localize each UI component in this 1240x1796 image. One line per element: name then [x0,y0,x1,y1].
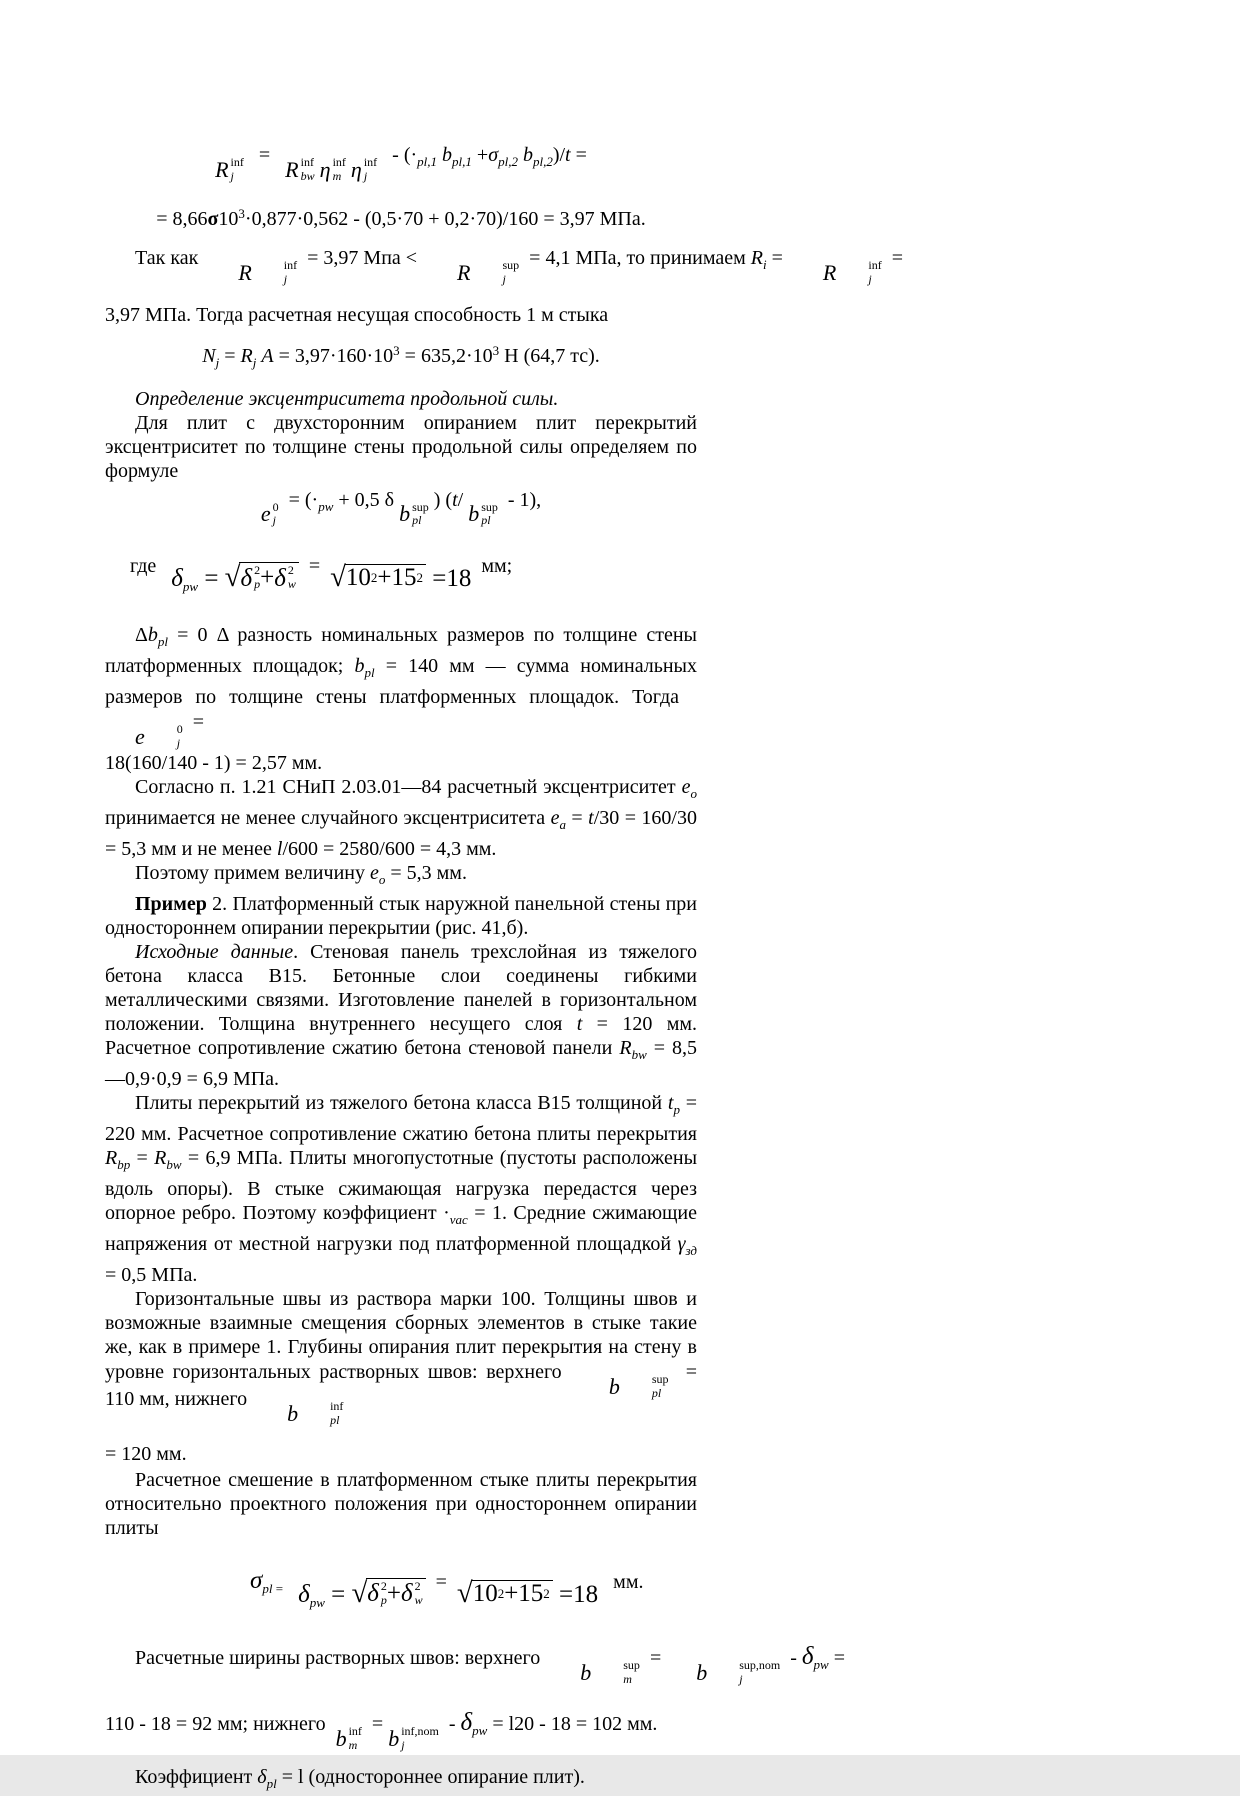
paragraph-poetomu-eo: Поэтому примем величину $e_o = 5,3$ мм. [135,861,467,887]
text-column [105,142,903,1796]
line-bearing-capacity-intro: 3,97 МПа. Тогда расчетная несущая способность 1 м стыка [105,303,609,326]
line-ej0-result: 18(160/140 - 1) = 2,57 мм. [105,751,323,774]
paragraph-iskhodnye-dannye: Исходные данные. Стеновая панель трехслойная из тяжелого бетона класса В15. Бетонные слои соединены гибкими металлическими связями. Изготовление панелей в горизонтальном положении. Толщина внутреннего несущего слоя t = 120 мм. Расчетное сопротивление сжатию бетона стеновой панели $R_{bw}$ = 8,5—0,9·0,9 = 6,9 МПа. [105,940,698,1090]
line-raschetnye-shiriny-lower: 110 - 18 = 92 мм; нижнего b inf m = b inf,nom j - $\delta_{pw} = l20 - 18 = 102$ мм. [105,1708,658,1752]
paragraph-delta-bpl: $\Delta b_{pl} = 0$ Δ разность номинальных размеров по толщине стены платформенных площадок; $b_{pl} = 140$ мм — сумма номинальных размеров по толщине стены платформенных площадок. Тогда e 0 j = [105,624,697,750]
formula-ej0: e 0 j = ($\cdot_{pw} + 0,5$ δ b sup pl ) (t/ b sup pl - 1), [260,488,542,528]
paragraph-plity-perekrytiy: Плиты перекрытий из тяжелого бетона класса В15 толщиной $t_p = 220$ мм. Расчетное сопротивление сжатию бетона плиты перекрытия $R_{bp} = R_{bw} = 6,9$ МПа. Плиты многопустотные (пустоты расположены вдоль опоры). В стыке сжимающая нагрузка передастся через опорное ребро. Поэтому коэффициент $\cdot_{vac} = 1$. Средние сжимающие напряжения от местной нагрузки под платформенной площадкой $\gamma_{зд} = 0,5$ МПа. [105,1091,698,1286]
formula-rj-inf-evaluation: = $8,66\sigma 10^3\cdot 0,877\cdot 0,562 - (0,5\cdot 70 + 0,2\cdot 70)/160 = 3,97$ МПа. [156,205,646,230]
heading-eccentricity-determination: Определение эксцентриситета продольной силы. [135,387,559,410]
paragraph-primer-2: Пример 2. Платформенный стык наружной панельной стены при одностороннем опирании перекрытии (рис. 41,б). [105,892,697,939]
line-120mm: = 120 мм. [105,1442,187,1465]
line-tak-kak-comparison: Так как R inf j = 3,97 Мпа < R sup j = 4,1 МПа, то принимаем $R_i$ = R inf j = [135,246,903,286]
line-raschetnye-shiriny-upper: Расчетные ширины растворных швов: верхнего b sup m = b sup,nom j - $\delta_{pw}$ = [135,1642,845,1686]
paragraph-gorizontalnye-shvy: Горизонтальные швы из раствора марки 100. Толщины швов и возможные взаимные смещения сборных элементов в стыке такие же, как в примере 1. Глубины опирания плит перекрытия на стену в уровне горизонтальных растворных швов: верхнего b sup pl = 110 мм, нижнего b inf pl [105,1287,698,1428]
formula-rj-inf-definition: R inf j = R inf bw η inf m η inf j - ($\cdot_{pl,1}$ $b_{pl,1} +\sigma_{pl,2}$ $b_{pl,2})/t$ = [215,143,587,183]
paragraph-koefficient-delta-pl: Коэффициент $\delta_{pl} = l$ (одностороннее опирание плит). [135,1765,585,1791]
paragraph-raschetnoe-smeshenie: Расчетное смешение в платформенном стыке плиты перекрытия относительно проектного положения при одностороннем опирании плиты [105,1468,697,1539]
formula-nj-result: $N_j = R_j$ $A = 3,97\cdot 160\cdot 10^3 = 635,2\cdot 10^3$ Н (64,7 тс). [202,342,600,370]
formula-sigma-pl-delta-pw: $\sigma_{pl}$ $_=$ $\delta_{pw}$ = √ δ 2 p + δ 2 w = √ 10 2 +15 2 =18 мм. [250,1566,644,1610]
paragraph-soglasno-snip: Согласно п. 1.21 СНиП 2.03.01—84 расчетный эксцентриситет $e_o$ принимается не менее случайного эксцентриситета $e_a = t/30 = 160/30 = 5,3$ мм и не менее l/600 = 2580/600 = 4,3 мм. [105,775,697,860]
formula-delta-pw-sqrt: где $\delta_{pw}$ = √ δ 2 p + δ 2 w = √ 10 2 +15 2 =18 мм; [130,555,513,595]
paragraph-dlya-plit: Для плит с двухсторонним опиранием плит перекрытий эксцентриситет по толщине стены продольной силы определяем по формуле [105,411,697,482]
